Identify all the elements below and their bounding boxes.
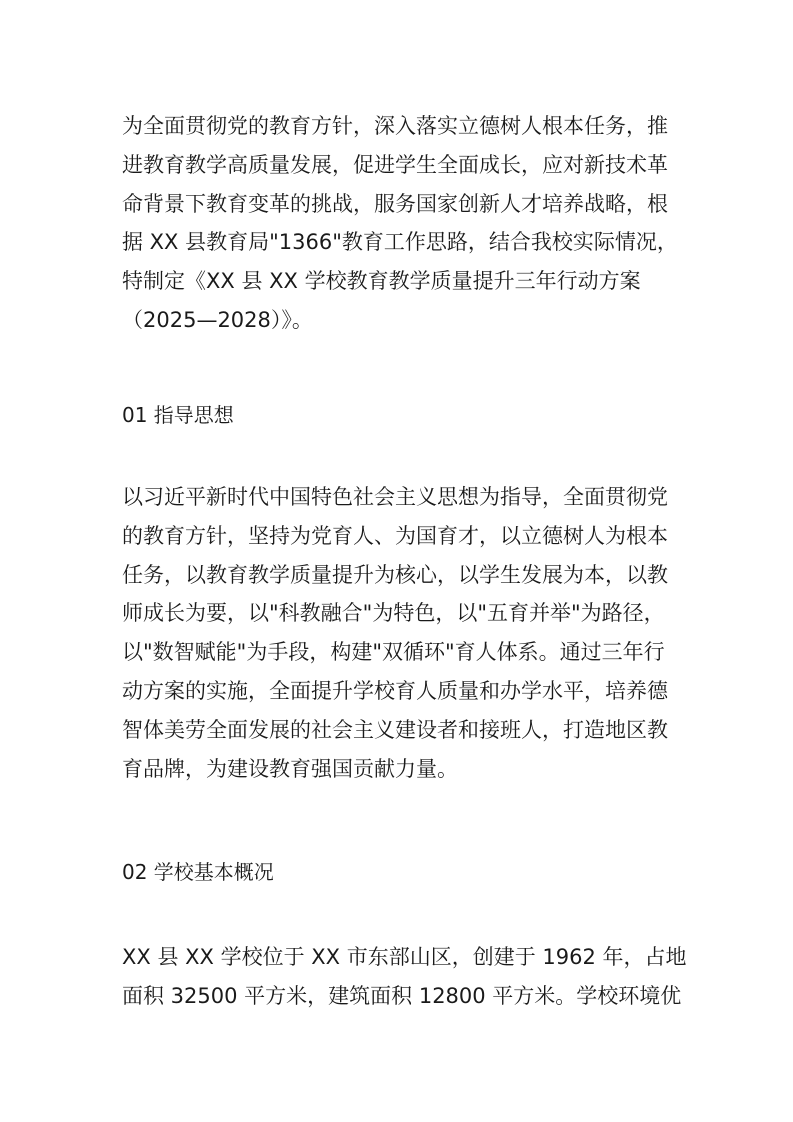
text-line: 进教育教学高质量发展，促进学生全面成长，应对新技术革 [122, 152, 668, 177]
text-line: 的教育方针，坚持为党育人、为国育才，以立德树人为根本 [122, 523, 668, 548]
text-line: 以习近平新时代中国特色社会主义思想为指导，全面贯彻党 [122, 485, 668, 509]
section-heading: 01 指导思想 [122, 403, 234, 427]
guiding-ideology-paragraph [122, 478, 682, 788]
text-line: 命背景下教育变革的挑战，服务国家创新人才培养战略，根 [122, 191, 668, 216]
text-line: 特制定《XX 县 XX 学校教育教学质量提升三年行动方案 [122, 269, 641, 294]
text-line: 面积 32500 平方米，建筑面积 12800 平方米。学校环境优 [122, 983, 682, 1008]
text-line: （2025—2028）》。 [122, 307, 313, 332]
text-line: 育品牌，为建设教育强国贡献力量。 [122, 756, 458, 781]
text-line: 任务，以教育教学质量提升为核心，以学生发展为本，以教 [122, 562, 668, 587]
section-heading: 02 学校基本概况 [122, 860, 274, 884]
section-heading-guiding-ideology [122, 396, 682, 435]
text-line: 动方案的实施，全面提升学校育人质量和办学水平，培养德 [122, 678, 668, 703]
text-line: 以"数智赋能"为手段，构建"双循环"育人体系。通过三年行 [122, 640, 665, 665]
text-line: 为全面贯彻党的教育方针，深入落实立德树人根本任务，推 [122, 114, 668, 138]
text-line: 据 XX 县教育局"1366"教育工作思路，结合我校实际情况， [122, 230, 678, 255]
intro-paragraph [122, 107, 682, 340]
text-line: 师成长为要，以"科教融合"为特色，以"五育并举"为路径， [122, 601, 665, 626]
text-line: XX 县 XX 学校位于 XX 市东部山区，创建于 1962 年，占地 [122, 945, 687, 969]
text-line: 智体美劳全面发展的社会主义建设者和接班人，打造地区教 [122, 717, 668, 742]
section-heading-school-overview [122, 853, 682, 892]
school-overview-paragraph [122, 938, 687, 1016]
